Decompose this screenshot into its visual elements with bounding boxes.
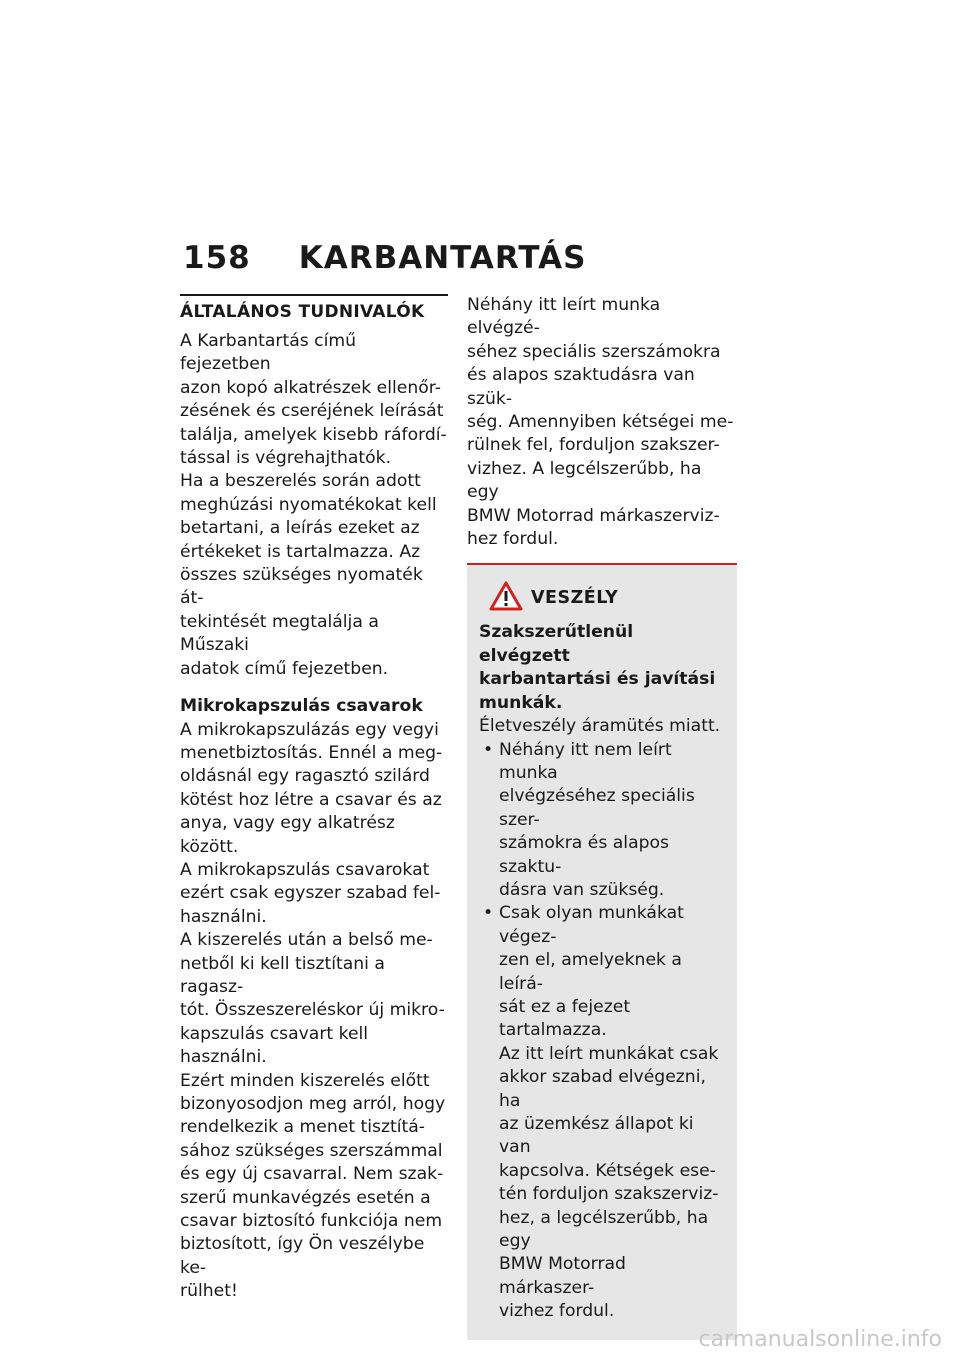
footer-watermark: carmanualsonline.info — [698, 1327, 942, 1352]
danger-consequence: Életveszély áramütés miatt. — [479, 716, 721, 737]
section-rule — [180, 294, 448, 296]
removal-paragraph: A kiszerelés után a belső me- netből ki kell tisztítani a ragasz- tót. Összeszereléskor új mikro- kapszulás csavart kell használni. Ezért minden kiszerelés előtt bizonyosodjon meg arról, hogy rendelkezik a menet tisztítá- sához szükséges szerszámmal és egy új csavarral. Nem szak- szerű munkavégzés esetén a csavar biztosító funkciója nem biztosított, így Ön veszélybe ke- rülhet! — [180, 930, 446, 1302]
subsection-title: Mikrokapszulás csavarok — [180, 696, 423, 717]
warning-triangle-icon — [489, 581, 523, 615]
microcapsule-paragraph: A mikrokapszulázás egy vegyi menetbiztosítás. Ennél a meg- oldásnál egy ragasztó szilárd kötést hoz létre a csavar és az anya, vagy egy alkatrész között. A mikrokapszulás csavarokat ezért csak egyszer szabad fel- használni. — [180, 719, 443, 927]
right-column — [467, 294, 737, 1340]
torque-paragraph: Ha a beszerelés során adott meghúzási nyomatékokat kell betartani, a leírás ezeket az értékeket is tartalmazza. Az összes szükséges nyomaték át- tekintését megtalálja a Műszaki adatok című fejezetben. — [180, 471, 437, 679]
danger-header — [489, 581, 725, 615]
intro-paragraph: A Karbantartás című fejezetben azon kopó alkatrészek ellenőr- zésének és cseréjének leírását találja, amelyek kisebb ráfordí- tással is végrehajthatók. — [180, 331, 447, 469]
list-item: • Néhány itt nem leírt munka elvégzéséhez speciális szer- számokra és alapos szaktu- dásra van szükség. — [479, 739, 725, 903]
list-item: • Csak olyan munkákat végez- zen el, amelyeknek a leírá- sát ez a fejezet tartalmazza. Az itt leírt munkákat csak akkor szabad elvégezni, ha az üzemkész állapot ki van kapcsolva. Kétségek ese- tén forduljon szakszerviz- hez, a legcélszerűbb, ha egy BMW Motorrad márkaszer- vizhez fordul. — [479, 902, 725, 1323]
danger-title: Szakszerűtlenül elvégzett karbantartási és javítási munkák. — [479, 622, 716, 713]
page-number: 158 — [183, 240, 251, 276]
tools-paragraph: Néhány itt leírt munka elvégzé- séhez speciális szerszámokra és alapos szaktudásra van szük- ség. Amennyiben kétségei me- rülnek fel, forduljon szakszer- vizhez. A legcélszerűbb, ha egy BMW Motorrad márkaszerviz- hez fordul. — [467, 295, 734, 550]
section-title: ÁLTALÁNOS TUDNIVALÓK — [180, 302, 425, 322]
chapter-title: KARBANTARTÁS — [298, 240, 587, 276]
danger-label: VESZÉLY — [531, 588, 619, 609]
page-header — [183, 240, 586, 276]
danger-bullet-list — [479, 739, 725, 1324]
left-column — [180, 294, 448, 1304]
danger-box — [467, 563, 737, 1339]
